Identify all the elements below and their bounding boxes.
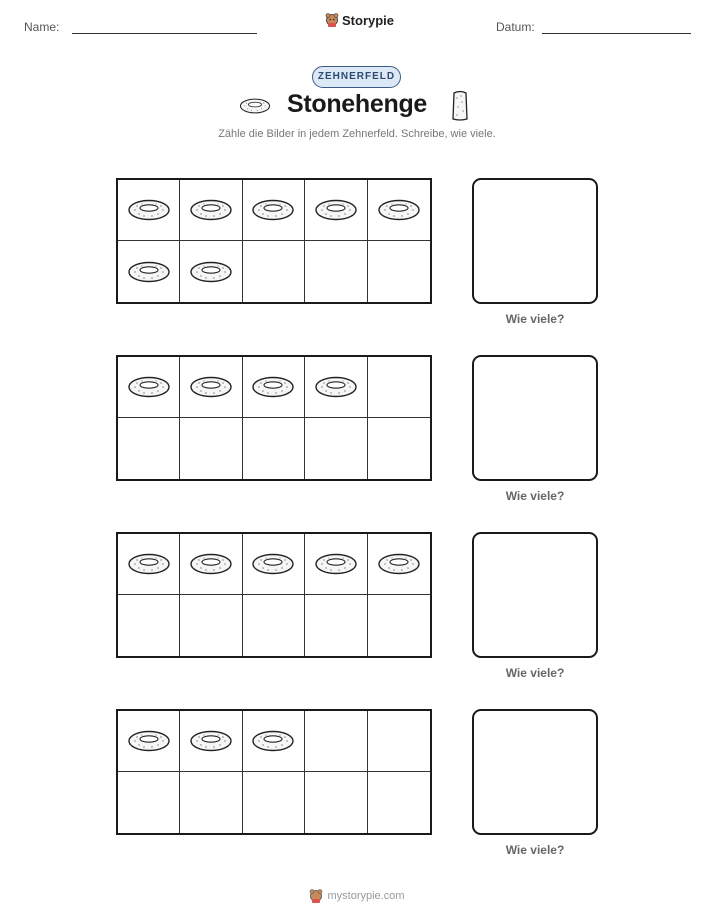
date-field-line[interactable] bbox=[542, 33, 691, 34]
ten-frame-cell-filled bbox=[180, 241, 242, 302]
stone-ring-icon bbox=[377, 198, 421, 222]
ten-frame-cell-filled bbox=[243, 357, 305, 418]
footer-url: mystorypie.com bbox=[327, 890, 405, 902]
ten-frame-cell-empty bbox=[368, 595, 430, 656]
ten-frame-cell-filled bbox=[118, 534, 180, 595]
stone-ring-icon bbox=[314, 552, 358, 576]
ten-frame-cell-empty bbox=[305, 418, 367, 479]
ten-frame-cell-empty bbox=[368, 241, 430, 302]
ten-frame-cell-filled bbox=[118, 241, 180, 302]
answer-label: Wie viele? bbox=[505, 666, 565, 680]
ten-frame-cell-filled bbox=[305, 357, 367, 418]
ten-frame-cell-empty bbox=[118, 595, 180, 656]
ten-frame-cell-filled bbox=[368, 180, 430, 241]
ten-frame-cell-empty bbox=[180, 595, 242, 656]
instructions: Zähle die Bilder in jedem Zehnerfeld. Schreibe, wie viele. bbox=[218, 128, 496, 140]
ten-frame-cell-filled bbox=[243, 534, 305, 595]
date-label: Datum: bbox=[496, 20, 535, 34]
stone-ring-icon bbox=[189, 729, 233, 753]
ten-frame bbox=[116, 709, 432, 835]
stone-ring-icon bbox=[377, 552, 421, 576]
ten-frame-cell-empty bbox=[368, 772, 430, 833]
stone-ring-icon bbox=[127, 260, 171, 284]
ten-frame-cell-empty bbox=[368, 357, 430, 418]
ten-frame-cell-empty bbox=[305, 711, 367, 772]
storypie-mascot-icon bbox=[309, 888, 323, 904]
ten-frame-cell-filled bbox=[118, 711, 180, 772]
stone-ring-icon bbox=[189, 375, 233, 399]
ten-frame-cell-filled bbox=[305, 534, 367, 595]
ten-frame-cell-filled bbox=[118, 357, 180, 418]
answer-box[interactable] bbox=[472, 532, 598, 658]
stone-ring-icon bbox=[251, 729, 295, 753]
answer-box[interactable] bbox=[472, 709, 598, 835]
ten-frame-cell-filled bbox=[243, 180, 305, 241]
brand-logo bbox=[325, 12, 394, 28]
answer-box[interactable] bbox=[472, 355, 598, 481]
ten-frame-cell-filled bbox=[180, 711, 242, 772]
answer-box[interactable] bbox=[472, 178, 598, 304]
ten-frame-cell-empty bbox=[243, 772, 305, 833]
ten-frame-cell-filled bbox=[243, 711, 305, 772]
stone-ring-icon bbox=[189, 260, 233, 284]
stone-ring-icon bbox=[239, 97, 271, 115]
answer-label: Wie viele? bbox=[505, 489, 565, 503]
ten-frame-cell-filled bbox=[118, 180, 180, 241]
answer-label: Wie viele? bbox=[505, 312, 565, 326]
ten-frame-cell-empty bbox=[118, 772, 180, 833]
ten-frame-cell-empty bbox=[305, 595, 367, 656]
page-title: Stonehenge bbox=[286, 90, 428, 118]
ten-frame-cell-empty bbox=[243, 595, 305, 656]
stone-ring-icon bbox=[314, 198, 358, 222]
stone-ring-icon bbox=[189, 552, 233, 576]
ten-frame-cell-empty bbox=[368, 711, 430, 772]
stone-ring-icon bbox=[127, 375, 171, 399]
ten-frame bbox=[116, 355, 432, 481]
stone-ring-icon bbox=[127, 198, 171, 222]
ten-frame-cell-filled bbox=[368, 534, 430, 595]
stone-ring-icon bbox=[251, 198, 295, 222]
ten-frame-cell-empty bbox=[305, 241, 367, 302]
answer-label: Wie viele? bbox=[505, 843, 565, 857]
ten-frame-cell-empty bbox=[368, 418, 430, 479]
ten-frame-cell-filled bbox=[180, 180, 242, 241]
standing-stone-icon bbox=[450, 90, 470, 122]
ten-frame-cell-empty bbox=[243, 418, 305, 479]
stone-ring-icon bbox=[127, 729, 171, 753]
ten-frame bbox=[116, 532, 432, 658]
ten-frame bbox=[116, 178, 432, 304]
ten-frame-cell-filled bbox=[180, 534, 242, 595]
worksheet-type-badge: ZEHNERFELD bbox=[312, 66, 401, 88]
ten-frame-cell-empty bbox=[180, 418, 242, 479]
ten-frame-cell-empty bbox=[243, 241, 305, 302]
stone-ring-icon bbox=[251, 552, 295, 576]
ten-frame-cell-empty bbox=[180, 772, 242, 833]
storypie-mascot-icon bbox=[325, 12, 339, 28]
stone-ring-icon bbox=[251, 375, 295, 399]
ten-frame-cell-empty bbox=[305, 772, 367, 833]
ten-frame-cell-empty bbox=[118, 418, 180, 479]
ten-frame-cell-filled bbox=[305, 180, 367, 241]
stone-ring-icon bbox=[127, 552, 171, 576]
brand-name: Storypie bbox=[342, 12, 395, 28]
footer bbox=[0, 888, 714, 904]
name-label: Name: bbox=[24, 20, 60, 34]
stone-ring-icon bbox=[314, 375, 358, 399]
stone-ring-icon bbox=[189, 198, 233, 222]
ten-frame-cell-filled bbox=[180, 357, 242, 418]
name-field-line[interactable] bbox=[72, 33, 257, 34]
